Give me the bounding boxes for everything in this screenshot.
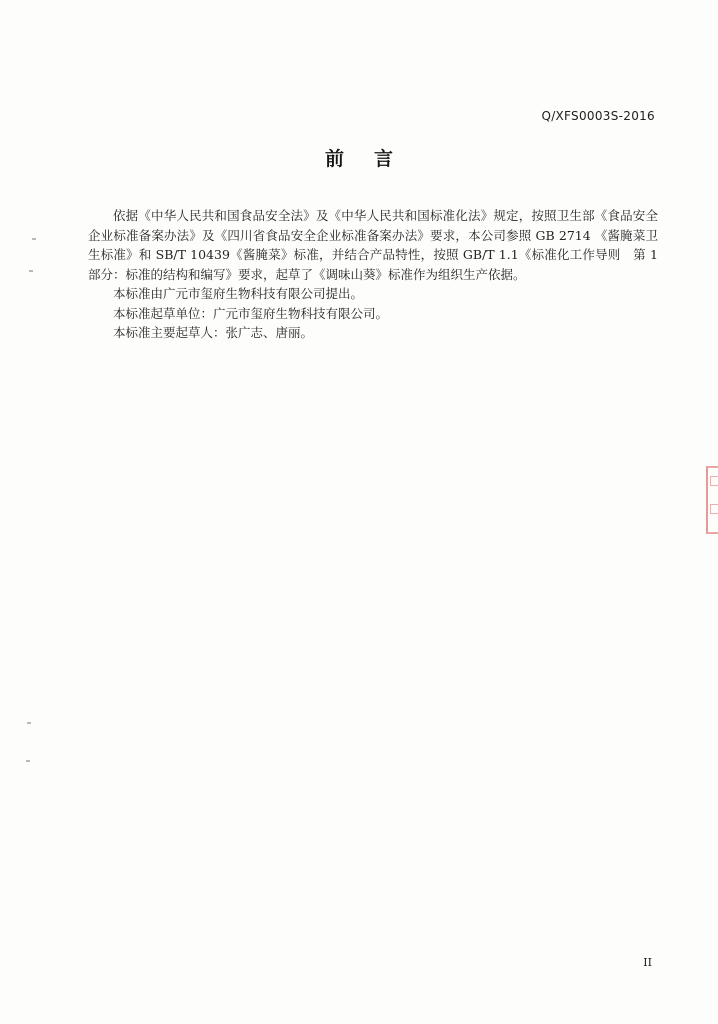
paragraph-drafters: 本标准主要起草人：张广志、唐丽。 bbox=[113, 325, 314, 340]
scan-mark bbox=[27, 722, 31, 724]
paragraph-basis: 依据《中华人民共和国食品安全法》及《中华人民共和国标准化法》规定，按照卫生部《食品安全企业标准备案办法》及《四川省食品安全企业标准备案办法》要求，本公司参照 GB 2714 《酱腌菜卫生标准》和 SB/T 10439《酱腌菜》标准，并结合产品特性，按照 GB/T 1.1《标准化工作导则 第 1 部分：标准的结构和编写》要求，起草了《调味山葵》标准作为组织生产依据。 bbox=[88, 208, 658, 282]
scan-mark bbox=[26, 760, 30, 762]
title-char-1: 前 bbox=[324, 148, 344, 170]
document-code: Q/XFS0003S-2016 bbox=[541, 109, 655, 123]
seal-stamp-fragment bbox=[706, 466, 718, 534]
scan-mark bbox=[29, 270, 33, 272]
section-title bbox=[0, 144, 718, 171]
page-number: II bbox=[643, 956, 652, 969]
scan-mark bbox=[32, 238, 36, 240]
paragraph-drafting-unit: 本标准起草单位：广元市玺府生物科技有限公司。 bbox=[113, 305, 389, 321]
foreword-body bbox=[88, 206, 658, 343]
seal-mark bbox=[710, 504, 718, 514]
seal-mark bbox=[710, 476, 718, 486]
title-char-2: 言 bbox=[374, 148, 394, 170]
paragraph-proposer: 本标准由广元市玺府生物科技有限公司提出。 bbox=[113, 286, 364, 301]
